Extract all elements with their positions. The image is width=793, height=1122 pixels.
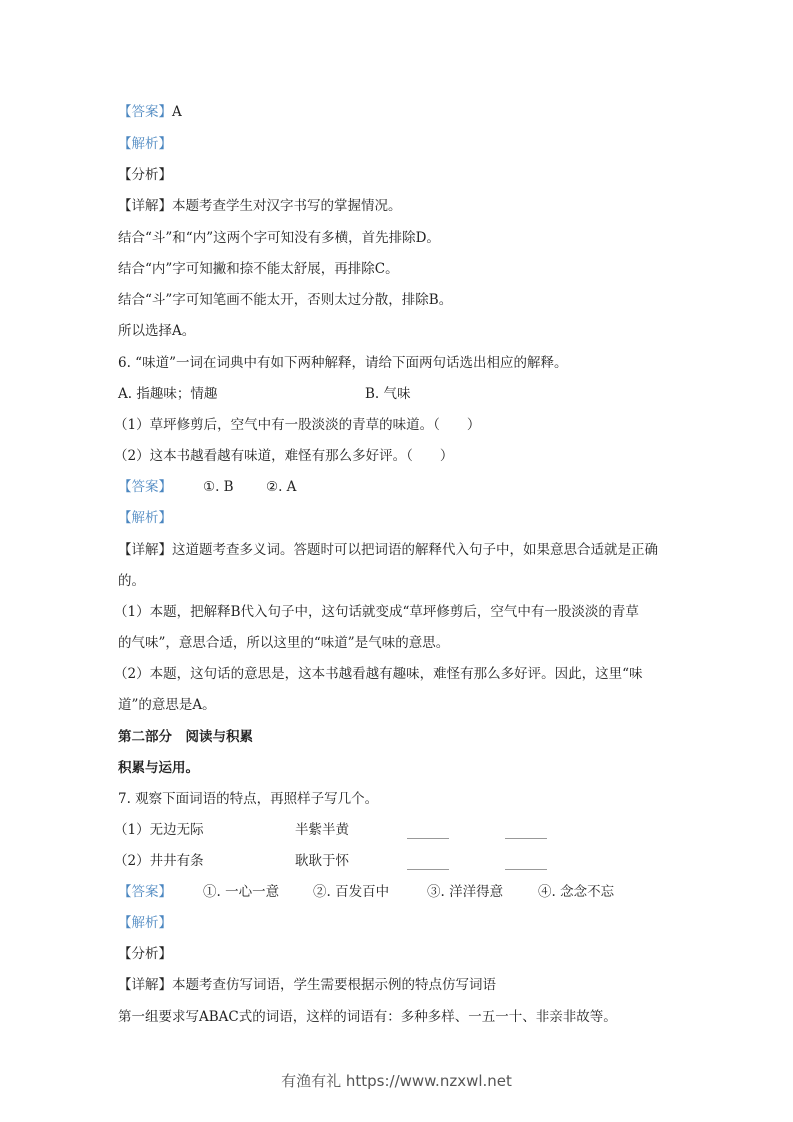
text-line: 道”的意思是A。 xyxy=(118,697,216,713)
answer-row-q6 xyxy=(118,477,172,497)
text-line: （2）本题，这句话的意思是，这本书越看越有趣味，难怪有那么多好评。因此，这里“味 xyxy=(114,666,643,682)
answer-2: ②. A xyxy=(266,479,297,495)
detail-row-q7 xyxy=(118,975,496,995)
answer-label: 【答案】 xyxy=(118,479,172,495)
answer-4: ④. 念念不忘 xyxy=(538,884,615,900)
option-a: A. 指趣味；情趣 xyxy=(118,386,218,402)
detail-text: 本题考查仿写词语，学生需要根据示例的特点仿写词语 xyxy=(172,977,496,993)
q7-row2-example: 耿耿于怀 xyxy=(295,853,349,869)
section-title: 第二部分 阅读与积累 xyxy=(118,729,253,745)
text-line: 结合“内”字可知撇和捺不能太舒展，再排除C。 xyxy=(118,261,399,277)
q7-row2-label: （2）井井有条 xyxy=(114,853,204,869)
q7-row1-example: 半紫半黄 xyxy=(295,822,349,838)
answer-label: 【答案】 xyxy=(118,884,172,900)
text-line: 的气味”，意思合适，所以这里的“味道”是气味的意思。 xyxy=(118,635,450,651)
text-line: 所以选择A。 xyxy=(118,323,196,339)
fenxi-label: 【分析】 xyxy=(118,167,172,183)
answer-2: ②. 百发百中 xyxy=(313,884,390,900)
answer-3: ③. 洋洋得意 xyxy=(427,884,504,900)
question-7: 7. 观察下面词语的特点，再照样子写几个。 xyxy=(118,791,379,807)
detail-label: 【详解】 xyxy=(118,198,172,214)
blank-3[interactable] xyxy=(407,853,449,872)
detail-row-q6 xyxy=(118,540,658,560)
analysis-label: 【解析】 xyxy=(118,510,172,526)
q6-item-2: （2）这本书越看越有味道，难怪有那么多好评。（ ） xyxy=(114,448,454,464)
answer-1: ①. B xyxy=(203,479,234,495)
text-line: 结合“斗”和“内”这两个字可知没有多横，首先排除D。 xyxy=(118,230,440,246)
q6-item-1: （1）草坪修剪后，空气中有一股淡淡的青草的味道。（ ） xyxy=(114,417,481,433)
question-6: 6. “味道”一词在词典中有如下两种解释，请给下面两句话选出相应的解释。 xyxy=(118,355,568,371)
footer-watermark: 有渔有礼 https://www.nzxwl.net xyxy=(281,1072,512,1090)
answer-1: ①. 一心一意 xyxy=(203,884,280,900)
detail-row-q5 xyxy=(118,196,402,216)
answer-value: A xyxy=(172,104,182,120)
analysis-label: 【解析】 xyxy=(118,136,172,152)
answer-row-q5 xyxy=(118,102,182,122)
q7-row1-label: （1）无边无际 xyxy=(114,822,204,838)
answer-label: 【答案】 xyxy=(118,104,172,120)
detail-label: 【详解】 xyxy=(118,542,172,558)
text-line: （1）本题，把解释B代入句子中，这句话就变成“草坪修剪后，空气中有一股淡淡的青草 xyxy=(114,604,639,620)
blank-1[interactable] xyxy=(407,822,449,841)
section-subtitle: 积累与运用。 xyxy=(118,760,199,776)
answer-row-q7 xyxy=(118,882,172,902)
detail-text: 本题考查学生对汉字书写的掌握情况。 xyxy=(172,198,402,214)
blank-4[interactable] xyxy=(505,853,547,872)
detail-label: 【详解】 xyxy=(118,977,172,993)
fenxi-label: 【分析】 xyxy=(118,946,172,962)
analysis-label: 【解析】 xyxy=(118,915,172,931)
detail-text: 这道题考查多义词。答题时可以把词语的解释代入句子中，如果意思合适就是正确 xyxy=(172,542,658,558)
option-b: B. 气味 xyxy=(365,386,411,402)
blank-2[interactable] xyxy=(505,822,547,841)
text-line: 的。 xyxy=(118,573,145,589)
text-line: 第一组要求写ABAC式的词语，这样的词语有：多种多样、一五一十、非亲非故等。 xyxy=(118,1009,617,1025)
text-line: 结合“斗”字可知笔画不能太开，否则太过分散，排除B。 xyxy=(118,292,453,308)
